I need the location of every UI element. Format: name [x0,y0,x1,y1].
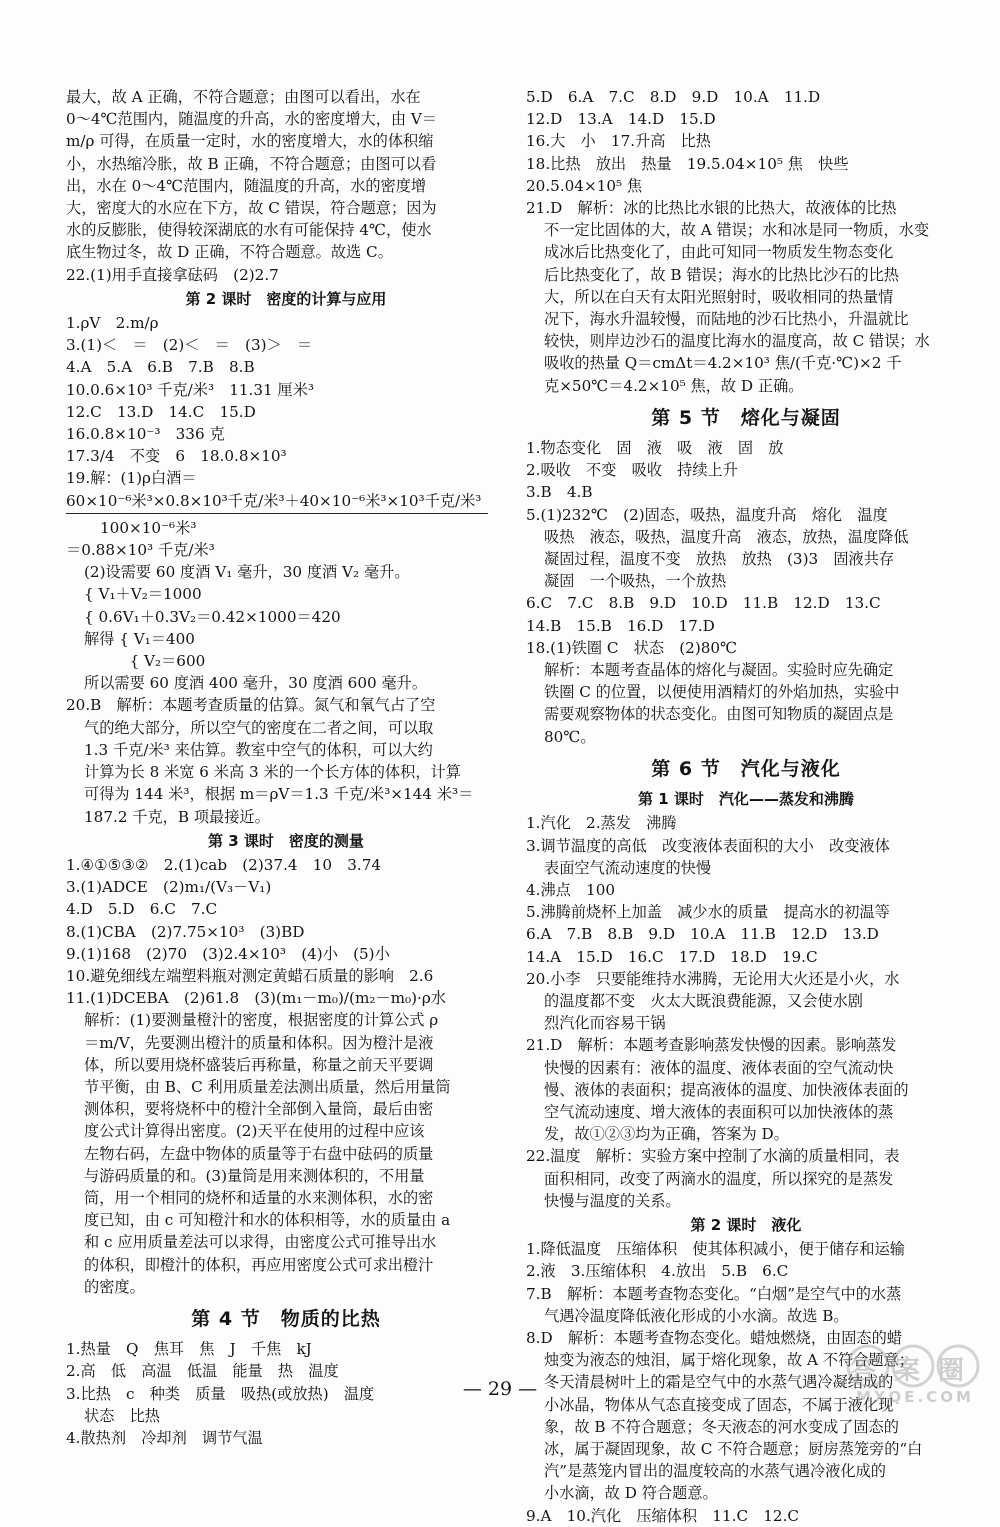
answer-line: 20.小李 只要能维持水沸腾，无论用大火还是小火，水 [526,969,900,988]
answer-line: 和 c 应用质量差法可以求得，由密度公式可推导出水 [84,1233,437,1252]
answer-line: 4.D 5.D 6.C 7.C [66,900,218,919]
answer-line: 1.汽化 2.蒸发 沸腾 [526,814,677,833]
answer-line: { 0.6V₁＋0.3V₂＝0.42×1000＝420 [84,607,341,626]
fraction-bar [66,513,488,514]
answer-line: 7.B 解析：本题考查物态变化。“白烟”是空气中的水蒸 [526,1284,902,1303]
answer-line: 14.B 15.B 16.D 17.D [526,616,715,635]
answer-line: 表面空气流动速度的快慢 [544,858,712,877]
answer-line: 成冰后比热变化了，由此可知同一物质发生物态变化 [544,243,894,262]
answer-line: 5.沸腾前烧杯上加盖 减少水的质量 提高水的初温等 [526,903,890,922]
answer-line: 11.(1)DCEBA (2)61.8 (3)(m₁－m₀)/(m₂－m₀)·ρ水 [66,989,446,1008]
answer-line: 3.(1)ADCE (2)m₁/(V₃－V₁) [66,878,272,897]
answer-line: 9.A 10.汽化 压缩体积 11.C 12.C [526,1506,800,1525]
answer-line: 冬天清晨树叶上的霜是空气中的水蒸气遇冷凝结成的 [544,1373,894,1392]
answer-line: 1.热量 Q 焦耳 焦 J 千焦 kJ [66,1340,312,1359]
answer-line: 小冰晶，物体从气态直接变成了固态，不属于液化现 [544,1395,894,1414]
answer-line: 12.C 13.D 14.C 15.D [66,402,256,421]
answer-line: 况下，海水升温较慢，而陆地的沙石比热小，升温就比 [544,310,909,329]
answer-line: 吸热 液态，吸热，温度升高 液态，放热，温度降低 [544,527,909,546]
answer-line: 最大，故 A 正确，不符合题意；由图可以看出，水在 [66,88,421,106]
answer-line: m/ρ 可得，在质量一定时，水的密度增大，水的体积缩 [66,132,434,151]
answer-line: 3.B 4.B [526,483,593,502]
answer-line: 所以需要 60 度酒 400 毫升，30 度酒 600 毫升。 [84,674,428,693]
answer-line: 面积相同，改变了两滴水的温度，所以探究的是蒸发 [544,1169,894,1188]
watermark-url: MXQE.COM [856,1388,974,1406]
answer-line: ＝0.88×10³ 千克/米³ [66,541,215,560]
answer-line: 小，水热缩冷胀，故 B 正确，不符合题意；由图可以看 [66,154,437,173]
answer-line: 1.降低温度 压缩体积 使其体积减小，便于储存和运输 [526,1240,905,1259]
watermark-text: 答案圈 [850,1356,983,1386]
answer-line: 21.D 解析：冰的比热比水银的比热大，故液体的比热 [526,199,897,218]
answer-line: 22.温度 解析：实验方案中控制了水滴的质量相同，表 [526,1147,900,1166]
answer-line: 小水滴，故 D 符合题意。 [544,1484,718,1503]
answer-line: 3.比热 c 种类 质量 吸热(或放热) 温度 [66,1384,375,1403]
answer-line: 2.吸收 不变 吸收 持续上升 [526,461,738,480]
answer-line: 3.(1)＜ ＝ (2)＜ ＝ (3)＞ ＝ [66,336,313,355]
answer-line: 左物右码，左盘中物体的质量等于右盘中砝码的质量 [84,1144,434,1163]
answer-line: 12.D 13.A 14.D 15.D [526,110,716,129]
answer-line: 4.A 5.A 6.B 7.B 8.B [66,358,255,377]
answer-line: 6.C 7.C 8.B 9.D 10.D 11.B 12.D 13.C [526,594,881,613]
answer-line: 18.比热 放出 热量 19.5.04×10⁵ 焦 快些 [526,154,849,173]
answer-line: 60×10⁻⁶米³×0.8×10³千克/米³＋40×10⁻⁶米³×10³千克/米³ [66,491,482,510]
answer-line: 3.调节温度的高低 改变液体表面积的大小 改变液体 [526,836,890,855]
answer-line: 解得 { V₁＝400 [84,629,195,648]
answer-line: 凝固 一个吸热，一个放热 [544,572,727,591]
answer-line: 8.D 解析：本题考查物态变化。蜡烛燃烧，由固态的蜡 [526,1328,902,1347]
answer-line: 烈汽化而容易干锅 [544,1014,666,1033]
section-heading: 第 6 节 汽化与液化 [651,757,841,780]
answer-line: { V₁＋V₂＝1000 [84,585,202,604]
section-heading: 第 5 节 熔化与凝固 [651,406,841,429]
answer-line: 空气流动速度、增大液体的表面积可以加快液体的蒸 [544,1102,894,1121]
answer-line: 1.3 千克/米³ 来估算。教室中空气的体积，可以大约 [84,740,433,759]
answer-line: 5.D 6.A 7.C 8.D 9.D 10.A 11.D [526,88,821,106]
answer-line: 快慢与温度的关系。 [544,1191,681,1210]
answer-line: 发，故①②③均为正确，答案为 D。 [544,1125,789,1144]
answer-line: 1.④①⑤③② 2.(1)cab (2)37.4 10 3.74 [66,855,382,874]
answer-line: 体，所以要用烧杯盛装后再称量，称量之前天平要调 [84,1055,434,1074]
answer-line: 的温度都不变 火太大既浪费能源，又会使水剧 [544,991,863,1010]
answer-line: 解析：本题考查晶体的熔化与凝固。实验时应先确定 [544,661,894,680]
answer-line: 20.B 解析：本题考查质量的估算。氮气和氧气占了空 [66,696,436,715]
answer-line: 18.(1)铁圈 C 状态 (2)80℃ [526,638,738,657]
answer-line: 节平衡，由 B、C 利用质量差法测出质量，然后用量筒 [84,1077,451,1096]
answer-line: 21.D 解析：本题考查影响蒸发快慢的因素。影响蒸发 [526,1036,897,1055]
lesson-heading: 第 3 课时 密度的测量 [208,831,364,850]
answer-line: 象，故 B 不符合题意；冬天液态的河水变成了固态的 [544,1417,899,1436]
answer-line: 冰，属于凝固现象，故 C 不符合题意；厨房蒸笼旁的“白 [544,1439,923,1458]
answer-line: 14.A 15.D 16.C 17.D 18.D 19.C [526,947,818,966]
answer-line: 2.液 3.压缩体积 4.放出 5.B 6.C [526,1262,789,1281]
answer-line: 汽”是蒸笼内冒出的温度较高的水蒸气遇冷液化成的 [544,1462,886,1481]
answer-line: 0～4℃范围内，随温度的升高，水的密度增大，由 V＝ [66,110,438,129]
answer-line: 的密度。 [84,1277,145,1296]
answer-line: 大，密度大的水应在下方，故 C 错误，符合题意；因为 [66,199,437,218]
answer-line: 17.3/4 不变 6 18.0.8×10³ [66,447,287,466]
answer-line: 80℃。 [544,727,596,746]
watermark-logo [838,1338,988,1408]
answer-line: 较快，则岸边沙石的温度比海水的温度高，故 C 错误；水 [544,332,930,351]
answer-line: 气遇冷温度降低液化形成的小水滴。故选 B。 [544,1306,849,1325]
answer-line: 16.大 小 17.升高 比热 [526,132,711,151]
page-number: — 29 — [462,1378,538,1400]
answer-line: 解析：(1)要测量橙汁的密度，根据密度的计算公式 ρ [84,1011,439,1030]
answer-line: 9.(1)168 (2)70 (3)2.4×10³ (4)小 (5)小 [66,944,390,963]
answer-line: 测体积，要将烧杯中的橙汁全部倒入量筒，最后由密 [84,1100,434,1119]
answer-line: 烛变为液态的烛泪，属于熔化现象，故 A 不符合题意； [544,1351,914,1370]
answer-line: 铁圈 C 的位置，以便使用酒精灯的外焰加热，实验中 [544,683,900,702]
answer-line: 4.沸点 100 [526,880,616,899]
answer-line: 8.(1)CBA (2)7.75×10³ (3)BD [66,922,305,941]
answer-line: 度已知，由 c 可知橙汁和水的体积相等，水的质量由 a [84,1211,451,1230]
answer-line: 187.2 千克，B 项最接近。 [84,807,270,826]
answer-line: 度公式计算得出密度。(2)天平在使用的过程中应该 [84,1122,425,1141]
right-column [526,86,966,1527]
lesson-heading: 第 1 课时 汽化——蒸发和沸腾 [638,790,854,809]
answer-line: 4.散热剂 冷却剂 调节气温 [66,1428,263,1447]
answer-line: 可得为 144 米³，根据 m＝ρV＝1.3 千克/米³×144 米³＝ [84,785,474,804]
answer-line: 快慢的因素有：液体的温度、液体表面的空气流动快 [544,1058,894,1077]
answer-line: 底生物过冬，故 D 正确，不符合题意。故选 C。 [66,243,393,262]
answer-line: 的体积，即橙汁的体积，再应用密度公式可求出橙汁 [84,1255,434,1274]
answer-line: 需要观察物体的状态变化。由图可知物质的凝固点是 [544,705,894,724]
answer-line: 大，所以在白天有太阳光照射时，吸收相同的热量情 [544,287,894,306]
answer-line: 筒，用一个相同的烧杯和适量的水来测体积，水的密 [84,1188,434,1207]
answer-line: 100×10⁻⁶米³ [100,518,197,537]
section-heading: 第 4 节 物质的比热 [191,1307,381,1330]
answer-line: (2)设需要 60 度酒 V₁ 毫升，30 度酒 V₂ 毫升。 [84,563,410,582]
answer-line: 16.0.8×10⁻³ 336 克 [66,425,225,444]
answer-line: 吸收的热量 Q＝cmΔt＝4.2×10³ 焦/(千克·℃)×2 千 [544,354,902,373]
answer-line: ＝m/V，先要测出橙汁的质量和体积。因为橙汁是液 [84,1033,434,1052]
answer-line: 19.解：(1)ρ白酒＝ [66,469,197,488]
answer-line: 慢、液体的表面积；提高液体的温度、加快液体表面的 [544,1080,909,1099]
answer-line: { V₂＝600 [84,652,206,671]
answer-line: 不一定比固体的大，故 A 错误；水和冰是同一物质，水变 [544,221,930,240]
answer-line: 凝固过程，温度不变 放热 放热 (3)3 固液共存 [544,550,895,569]
lesson-heading: 第 2 课时 密度的计算与应用 [185,289,387,308]
answer-line: 5.(1)232℃ (2)固态，吸热，温度升高 熔化 温度 [526,505,888,524]
answer-line: 10.0.6×10³ 千克/米³ 11.31 厘米³ [66,380,314,399]
left-column [66,86,506,1449]
answer-line: 与游码质量的和。(3)量筒是用来测体积的，不用量 [84,1166,425,1185]
answer-line: 6.A 7.B 8.B 9.D 10.A 11.B 12.D 13.D [526,925,879,944]
answer-line: 克×50℃＝4.2×10⁵ 焦，故 D 正确。 [544,376,804,395]
answer-line: 计算为长 8 米宽 6 米高 3 米的一个长方体的体积，计算 [84,763,461,782]
answer-line: 出，水在 0～4℃范围内，随温度的升高，水的密度增 [66,176,427,195]
answer-line: 1.ρV 2.m/ρ [66,314,159,333]
answer-line: 2.高 低 高温 低温 能量 热 温度 [66,1362,339,1381]
lesson-heading: 第 2 课时 液化 [690,1215,802,1234]
answer-line: 水的反膨胀，使得较深湖底的水有可能保持 4℃，使水 [66,221,432,240]
answer-line: 20.5.04×10⁵ 焦 [526,176,643,195]
answer-line: 1.物态变化 固 液 吸 液 固 放 [526,439,784,458]
answer-line: 状态 比热 [84,1406,160,1425]
answer-line: 后比热变化了，故 B 错误；海水的比热比沙石的比热 [544,265,899,284]
answer-line: 10.避免细线左端塑料瓶对测定黄蜡石质量的影响 2.6 [66,966,434,985]
answer-line: 22.(1)用手直接拿砝码 (2)2.7 [66,265,279,284]
answer-line: 气的绝大部分，所以空气的密度在二者之间，可以取 [84,718,434,737]
